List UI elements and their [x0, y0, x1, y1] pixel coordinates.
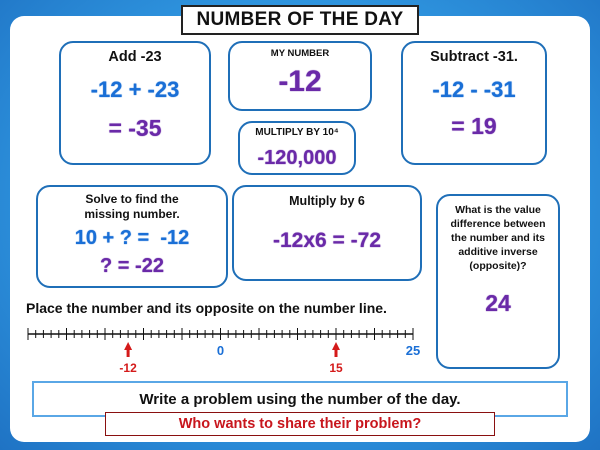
my-number-card — [228, 41, 372, 111]
missing-equation: 10 + ? = -12 — [74, 227, 190, 249]
number-line-marker-label: 15 — [329, 361, 343, 375]
difference-q3: the number and its — [451, 232, 545, 244]
prompt-text: Write a problem using the number of the day. — [139, 390, 461, 408]
difference-q5: (opposite)? — [469, 260, 527, 272]
multiply-six-card — [232, 185, 422, 281]
number-line-marker-arrow — [124, 342, 132, 357]
subtract-card — [401, 41, 547, 165]
difference-answer: 24 — [485, 290, 511, 316]
number-line-label-max: 25 — [405, 343, 421, 358]
multiply-power-label: MULTIPLY BY 10⁴ — [255, 127, 339, 138]
subtract-expression: -12 - -31 — [432, 77, 516, 102]
multiply-power-result: -120,000 — [257, 147, 337, 169]
share-text: Who wants to share their problem? — [178, 416, 422, 432]
share-box — [105, 412, 495, 436]
number-line — [26, 324, 421, 380]
number-line-instruction: Place the number and its opposite on the number line. — [26, 300, 387, 316]
number-line-label-zero: 0 — [216, 343, 225, 358]
my-number-value: -12 — [278, 65, 322, 98]
number-line-markers — [119, 342, 343, 375]
multiply-six-label: Multiply by 6 — [289, 194, 365, 208]
difference-q4: additive inverse — [458, 246, 538, 258]
missing-number-card — [36, 185, 228, 288]
difference-q2: difference between — [450, 218, 546, 230]
add-expression: -12 + -23 — [90, 77, 180, 102]
number-line-marker-label: -12 — [119, 361, 137, 375]
my-number-label: MY NUMBER — [270, 48, 330, 59]
difference-q1: What is the value — [455, 204, 541, 216]
number-line-ticks — [28, 328, 420, 358]
add-result: = -35 — [108, 115, 162, 141]
subtract-label: Subtract -31. — [430, 49, 518, 65]
multiply-power-card — [238, 121, 356, 175]
add-card — [59, 41, 211, 165]
page-title: NUMBER OF THE DAY — [181, 5, 419, 35]
missing-label-line2: missing number. — [84, 207, 180, 221]
subtract-result: = 19 — [451, 113, 497, 139]
multiply-six-equation: -12x6 = -72 — [273, 229, 381, 252]
difference-card — [436, 194, 560, 369]
missing-label-line1: Solve to find the — [85, 192, 179, 206]
missing-answer: ? = -22 — [100, 255, 164, 277]
number-line-marker-arrow — [332, 342, 340, 357]
add-label: Add -23 — [108, 49, 162, 65]
